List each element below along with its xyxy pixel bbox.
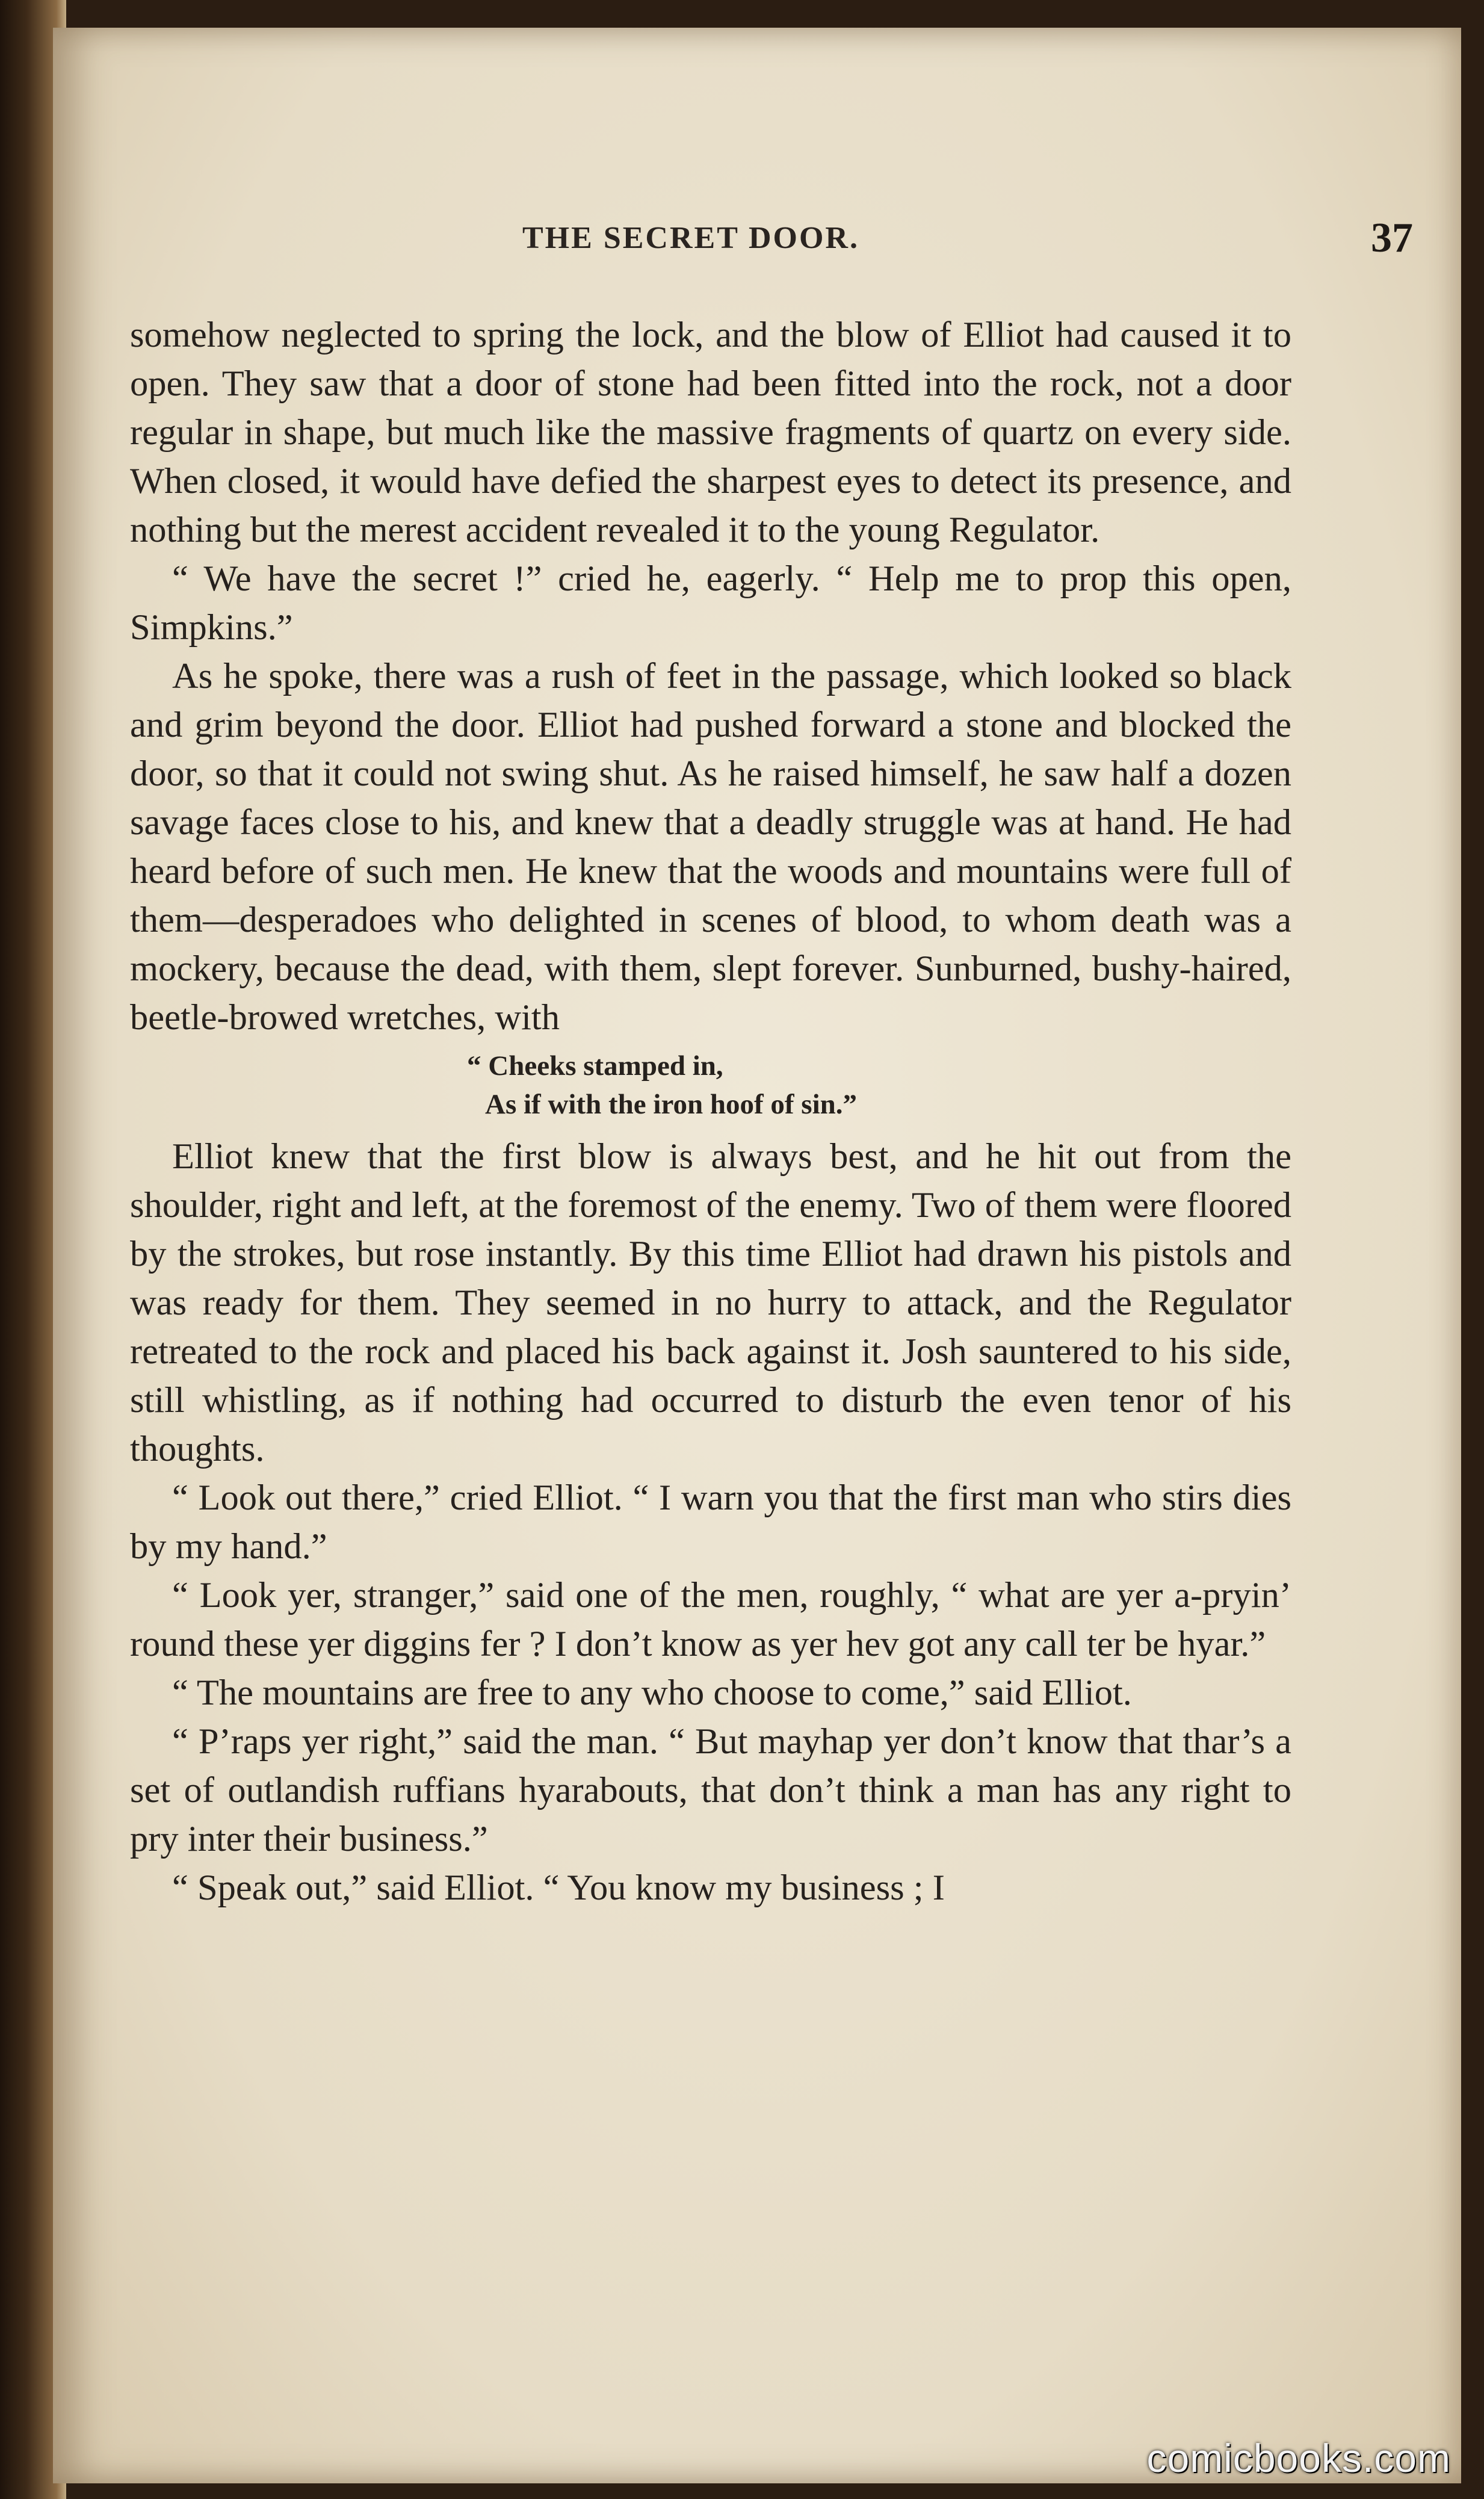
verse-line: “ Cheeks stamped in, [467, 1050, 723, 1082]
verse-quote [130, 1047, 1291, 1124]
paragraph: “ We have the secret !” cried he, eagerly. “ Help me to prop this open, Simpkins.” [130, 559, 1291, 648]
page-header [522, 215, 1413, 274]
book-page [53, 28, 1461, 2483]
paragraph: Elliot knew that the first blow is always best, and he hit out from the shoulder, right and left, at the foremost of the enemy. Two of them were floored by the strokes, but rose instantly. By this time Elliot had drawn his pistols and was ready for them. They seemed in no hurry to attack, and the Regulator retreated to the rock and placed his back against it. Josh sauntered to his side, still whistling, as if nothing had occurred to disturb the even tenor of his thoughts. [130, 1136, 1291, 1469]
body-text [130, 311, 1291, 1912]
site-watermark: comicbooks.com [1146, 2436, 1451, 2480]
running-head: THE SECRET DOOR. [522, 221, 859, 255]
paragraph: “ Speak out,” said Elliot. “ You know my business ; I [172, 1868, 945, 1908]
paragraph: “ Look out there,” cried Elliot. “ I warn you that the first man who stirs dies by my hand.” [130, 1478, 1291, 1567]
page-number: 37 [1371, 215, 1413, 261]
verse-line: As if with the iron hoof of sin.” [485, 1089, 858, 1120]
paragraph: somehow neglected to spring the lock, and the blow of Elliot had caused it to open. They saw that a door of stone had been fitted into the rock, not a door regular in shape, but much like the massive fragments of quartz on every side. When closed, it would have defied the sharpest eyes to detect its presence, and nothing but the merest accident revealed it to the young Regulator. [130, 315, 1291, 550]
paragraph: “ Look yer, stranger,” said one of the men, roughly, “ what are yer a-pryin’ round these yer diggins fer ? I don’t know as yer hev got any call ter be hyar.” [130, 1575, 1291, 1664]
paragraph: As he spoke, there was a rush of feet in the passage, which looked so black and grim beyond the door. Elliot had pushed forward a stone and blocked the door, so that it could not swing shut. As he raised himself, he saw half a dozen savage faces close to his, and knew that a deadly struggle was at hand. He had heard before of such men. He knew that the woods and mountains were full of them—desperadoes who delighted in scenes of blood, to whom death was a mockery, because the dead, with them, slept forever. Sunburned, bushy-haired, beetle-browed wretches, with [130, 656, 1291, 1038]
paragraph: “ P’raps yer right,” said the man. “ But mayhap yer don’t know that thar’s a set of outlandish ruffians hyarabouts, that don’t think a man has any right to pry inter their business.” [130, 1721, 1291, 1859]
paragraph: “ The mountains are free to any who choose to come,” said Elliot. [172, 1673, 1132, 1713]
